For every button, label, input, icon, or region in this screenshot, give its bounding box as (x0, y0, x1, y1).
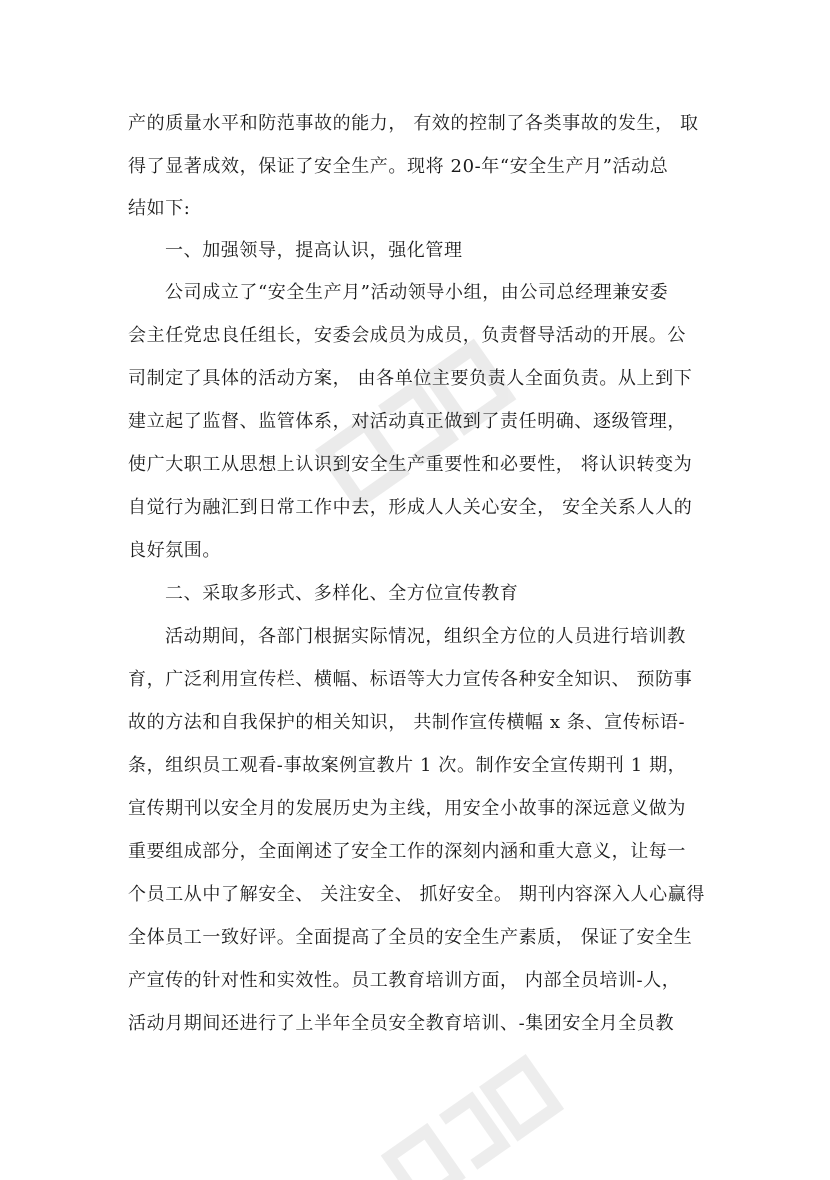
text-line: 会主任党忠良任组长，安委会成员为成员，负责督导活动的开展。公 (128, 325, 686, 346)
text-line: 活动期间，各部门根据实际情况，组织全方位的人员进行培训教 (165, 626, 686, 647)
text-line: 自觉行为融汇到日常工作中去，形成人人关心安全， 安全关系人人的 (128, 497, 693, 518)
section-heading: 一、加强领导，提高认识，强化管理 (165, 240, 463, 261)
text-line: 活动月期间还进行了上半年全员安全教育培训、-集团安全月全员教 (128, 1013, 675, 1034)
watermark-mark (350, 1040, 610, 1180)
text-line: 个员工从中了解安全、 关注安全、 抓好安全。 期刊内容深入人心赢得 (128, 884, 705, 905)
text-line: 全体员工一致好评。全面提高了全员的安全生产素质， 保证了安全生 (128, 927, 693, 948)
text-line: 育，广泛利用宣传栏、横幅、标语等大力宣传各种安全知识、 预防事 (128, 669, 693, 690)
text-line: 故的方法和自我保护的相关知识， 共制作宣传横幅 x 条、宣传标语- (128, 712, 686, 733)
text-line: 公司成立了“安全生产月”活动领导小组，由公司总经理兼安委 (165, 282, 669, 303)
watermark-mark (300, 330, 560, 560)
section-heading: 二、采取多形式、多样化、全方位宣传教育 (165, 583, 519, 604)
text-line: 建立起了监督、监管体系，对活动真正做到了责任明确、逐级管理， (128, 411, 686, 432)
text-line: 结如下: (128, 198, 191, 219)
text-line: 宣传期刊以安全月的发展历史为主线，用安全小故事的深远意义做为 (128, 798, 686, 819)
text-line: 产的质量水平和防范事故的能力， 有效的控制了各类事故的发生， 取 (128, 113, 699, 134)
text-line: 重要组成部分，全面阐述了安全工作的深刻内涵和重大意义，让每一 (128, 841, 686, 862)
text-line: 司制定了具体的活动方案， 由各单位主要负责人全面负责。从上到下 (128, 368, 693, 389)
text-line: 使广大职工从思想上认识到安全生产重要性和必要性， 将认识转变为 (128, 454, 693, 475)
text-line: 条，组织员工观看-事故案例宣教片 1 次。制作安全宣传期刊 1 期， (128, 755, 687, 776)
text-line: 良好氛围。 (128, 540, 221, 561)
text-line: 产宣传的针对性和实效性。员工教育培训方面， 内部全员培训-人， (128, 970, 681, 991)
text-line: 得了显著成效，保证了安全生产。现将 20-年“安全生产月”活动总 (128, 156, 669, 177)
